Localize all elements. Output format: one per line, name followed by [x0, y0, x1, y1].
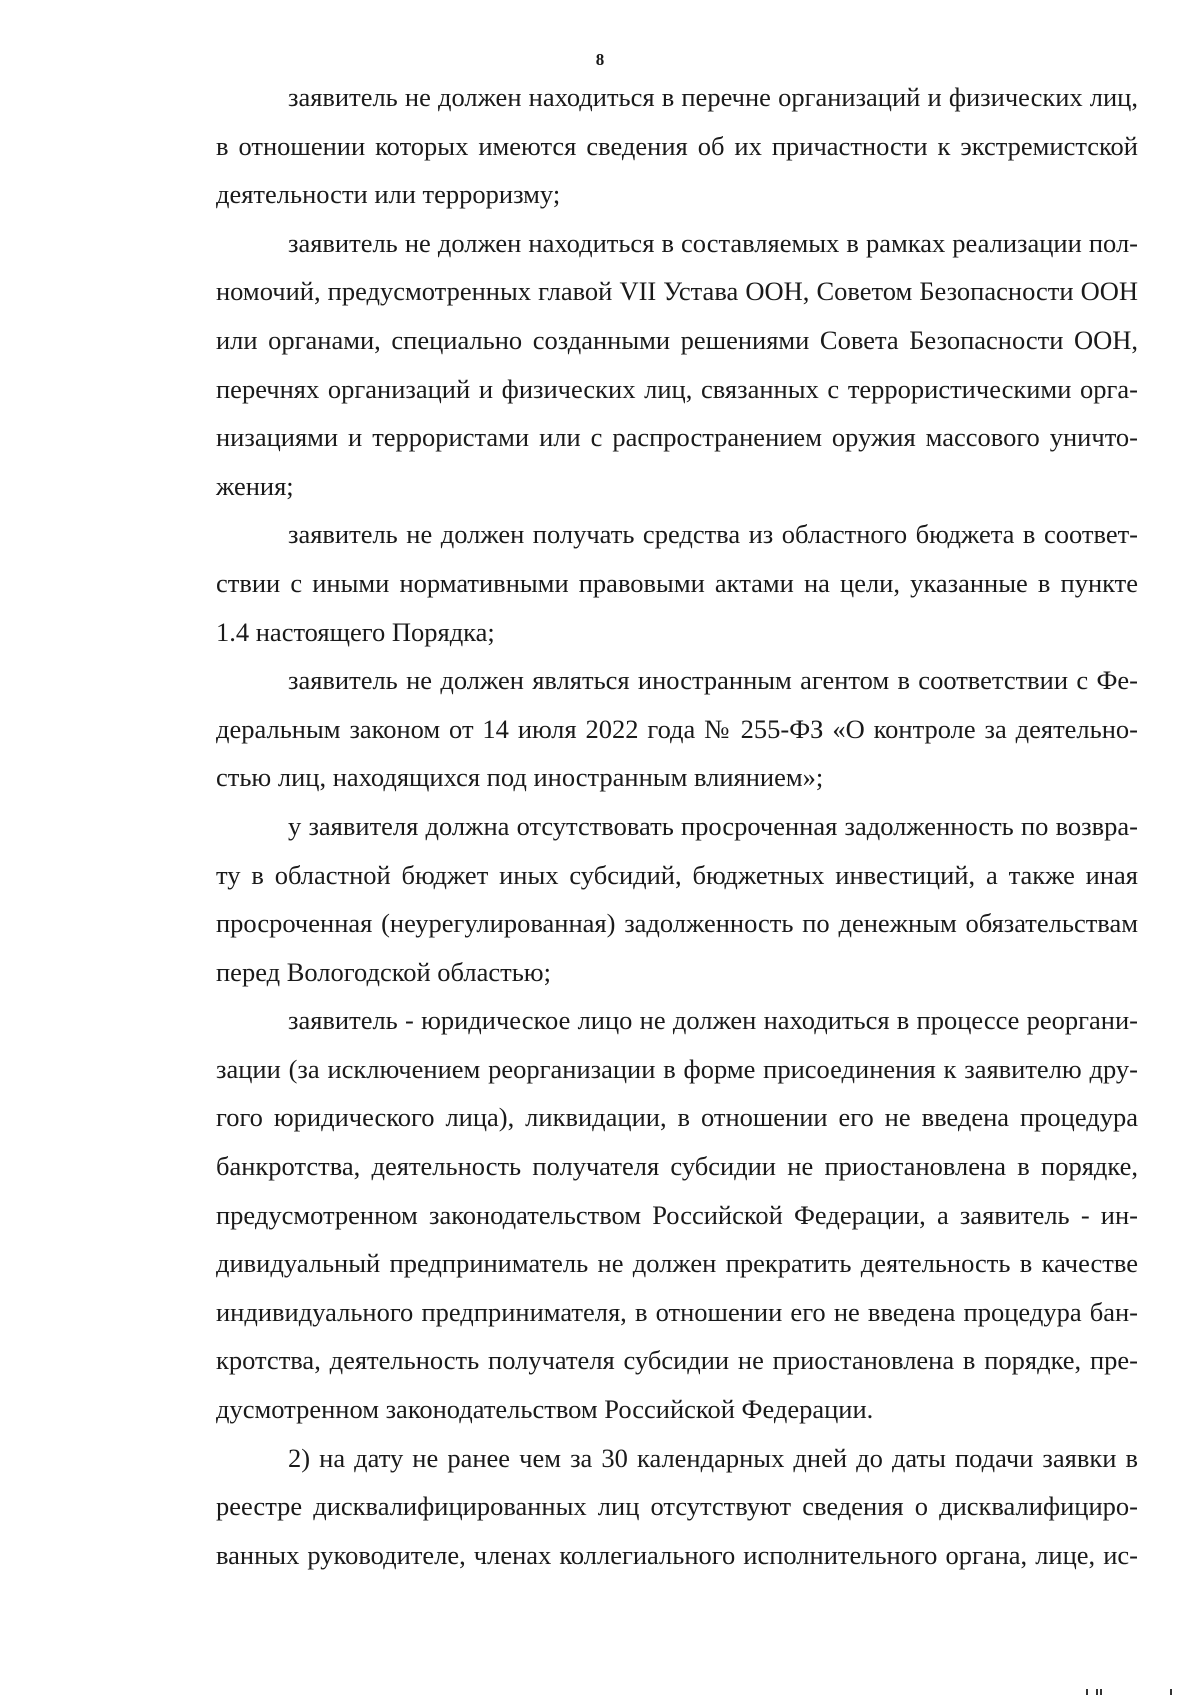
text-line: зации (за исключением реорганизации в форме присоединения к заявителю дру-	[216, 1053, 1138, 1084]
text-line: индивидуального предпринимателя, в отношении его не введена процедура бан-	[216, 1296, 1138, 1327]
text-line: дивидуальный предприниматель не должен прекратить деятельность в качестве	[216, 1248, 1138, 1279]
paragraph	[144, 219, 1138, 511]
text-line: заявитель не должен получать средства из областного бюджета в соответ-	[288, 519, 1138, 550]
text-line: деятельности или терроризму;	[216, 179, 561, 210]
text-line: реестре дисквалифицированных лиц отсутствуют сведения о дисквалифициро-	[216, 1491, 1138, 1522]
document-body	[144, 73, 1138, 1579]
text-line: кротства, деятельность получателя субсидии не приостановлена в порядке, пре-	[216, 1345, 1138, 1376]
text-line: стью лиц, находящихся под иностранным влиянием»;	[216, 762, 824, 793]
text-line: дусмотренном законодательством Российской Федерации.	[216, 1394, 874, 1425]
text-line: ствии с иными нормативными правовыми актами на цели, указанные в пункте	[216, 567, 1138, 598]
text-line: деральным законом от 14 июля 2022 года № 255-ФЗ «О контроле за деятельно-	[216, 713, 1138, 744]
text-line: или органами, специально созданными решениями Совета Безопасности ООН,	[216, 324, 1138, 355]
paragraph	[144, 996, 1138, 1433]
text-line: у заявителя должна отсутствовать просроченная задолженность по возвра-	[288, 810, 1138, 841]
paragraph	[144, 510, 1138, 656]
text-line: заявитель не должен находиться в составляемых в рамках реализации пол-	[288, 227, 1138, 258]
paragraph	[144, 656, 1138, 802]
text-line: банкротства, деятельность получателя субсидии не приостановлена в порядке,	[216, 1151, 1138, 1182]
paragraph	[144, 73, 1138, 219]
text-line: предусмотренном законодательством Российской Федерации, а заявитель - ин-	[216, 1199, 1138, 1230]
text-line: 1.4 настоящего Порядка;	[216, 616, 495, 647]
text-line: ванных руководителе, членах коллегиального исполнительного органа, лице, ис-	[216, 1539, 1138, 1570]
text-line: в отношении которых имеются сведения об их причастности к экстремистской	[216, 130, 1138, 161]
text-line: заявитель не должен находиться в перечне организаций и физических лиц,	[288, 82, 1138, 112]
text-line: перечнях организаций и физических лиц, связанных с террористическими орга-	[216, 373, 1138, 404]
text-line: ту в областной бюджет иных субсидий, бюджетных инвестиций, а также иная	[216, 859, 1138, 890]
page-number: 8	[595, 50, 605, 69]
text-line: номочий, предусмотренных главой VII Устава ООН, Советом Безопасности ООН	[216, 276, 1138, 307]
paragraph	[144, 1434, 1138, 1580]
text-line: жения;	[216, 470, 294, 501]
paragraph	[144, 802, 1138, 996]
text-line: заявитель - юридическое лицо не должен находиться в процессе реоргани-	[288, 1005, 1138, 1036]
scan-artifact	[1084, 1687, 1174, 1695]
text-line: заявитель не должен являться иностранным агентом в соответствии с Фе-	[288, 665, 1138, 696]
text-line: 2) на дату не ранее чем за 30 календарных дней до даты подачи заявки в	[288, 1442, 1138, 1473]
text-line: перед Вологодской областью;	[216, 956, 551, 987]
text-line: низациями и террористами или с распространением оружия массового уничто-	[216, 422, 1138, 453]
text-line: просроченная (неурегулированная) задолженность по денежным обязательствам	[216, 908, 1138, 939]
text-line: гого юридического лица), ликвидации, в отношении его не введена процедура	[216, 1102, 1138, 1133]
